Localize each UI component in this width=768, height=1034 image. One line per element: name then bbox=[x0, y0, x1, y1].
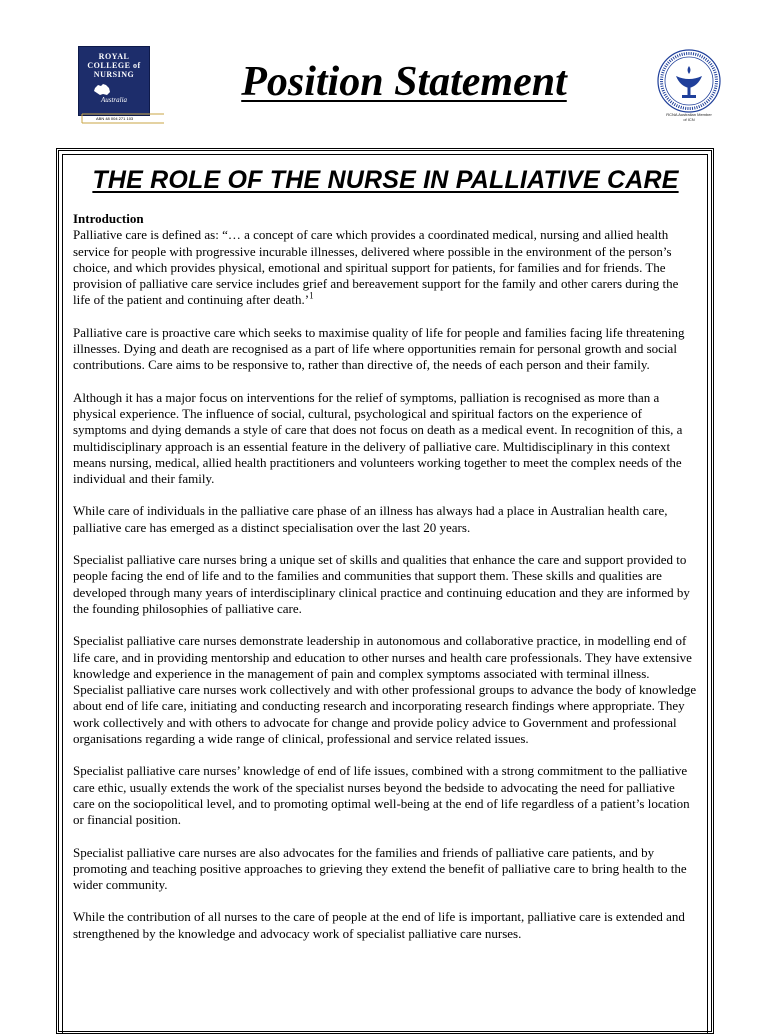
rcna-logo-line2: COLLEGE of bbox=[87, 61, 141, 70]
icn-seal-icon bbox=[656, 48, 722, 114]
paragraph bbox=[73, 227, 698, 308]
section-heading-introduction: Introduction bbox=[73, 211, 144, 226]
rcna-logo-line4: Australia bbox=[100, 96, 128, 104]
paragraph: Specialist palliative care nurses bring a unique set of skills and qualities that enhance the care and support provided to people facing the end of life and to the families and communities that support them. These skills and qualities are developed through many years of interdisciplinary clinical practice and continuing education and they are informed by the founding philosophies of palliative care. bbox=[73, 552, 690, 616]
document-title: THE ROLE OF THE NURSE IN PALLIATIVE CARE bbox=[92, 166, 679, 194]
paragraph: Specialist palliative care nurses demonstrate leadership in autonomous and collaborative practice, in modelling end of life care, and in providing mentorship and education to other nurses and health care professionals. They have extensive knowledge and experience in the management of pain and complex symptoms associated with terminal illness. Specialist palliative care nurses work collectively and with other professional groups to advance the body of knowledge about end of life care, initiating and conducting research and incorporating research findings where appropriate. They work collectively and with others to advocate for change and provide policy advice to Government and professional organisations regarding a wide range of clinical, professional and service related issues. bbox=[73, 633, 697, 747]
icn-seal-label: RCNA Australian Member of ICN bbox=[666, 112, 712, 122]
paragraph: Specialist palliative care nurses’ knowledge of end of life issues, combined with a strong commitment to the palliative care ethic, usually extends the work of the specialist nurses beyond the bedside to advocating the need for palliative care on the sociopolitical level, and to promoting optimal well-being at the end of life regardless of a patient’s location or financial position. bbox=[73, 763, 690, 828]
paragraph: Specialist palliative care nurses are also advocates for the families and friends of palliative care patients, and by promoting and teaching positive approaches to grieving they extend the benefit of palliative care to bring health to the wider community. bbox=[73, 844, 687, 893]
document-body bbox=[73, 166, 698, 958]
rcna-issn: ABN 48 004 271 103 bbox=[96, 116, 134, 121]
paragraph-text: Palliative care is defined as: “… a concept of care which provides a coordinated medical, nursing and allied health service for people with progressive incurable illnesses, delivered where possible in the environment of the person’s choice, and which provides physical, emotional and spiritual support for patients, for families and for friends. The provision of palliative care service includes grief and bereavement support for the family and other carers during the life of the patient and continuing after death.’ bbox=[73, 227, 679, 308]
paragraph: While the contribution of all nurses to the care of people at the end of life is important, palliative care is extended and strengthened by the knowledge and advocacy work of specialist palliative care nurses. bbox=[73, 909, 685, 941]
paragraph: While care of individuals in the palliative care phase of an illness has always had a place in Australian health care, palliative care has emerged as a distinct specialisation over the last 20 years. bbox=[73, 503, 668, 535]
rcna-logo-line3: NURSING bbox=[93, 70, 135, 79]
paragraph: Palliative care is proactive care which seeks to maximise quality of life for people and families facing life threatening illnesses. Dying and death are recognised as a part of life where opportunities remain for personal growth and social contributions. Care aims to be responsive to, rather than directive of, the needs of each person and their family. bbox=[73, 324, 685, 373]
footnote-reference: 1 bbox=[309, 291, 314, 302]
page-header bbox=[0, 0, 768, 140]
rcna-logo-line1: ROYAL bbox=[98, 52, 130, 61]
paragraph: Although it has a major focus on interventions for the relief of symptoms, palliation is recognised as more than a physical experience. The influence of social, cultural, psychological and spiritual factors on the experience of symptoms and dying demands a style of care that does not focus on death as a medical event. In recognition of this, a multidisciplinary approach is an essential feature in the delivery of palliative care. Multidisciplinary in this context means nursing, medical, allied health practitioners and volunteers working together to meet the complex needs of the individual and their family. bbox=[73, 389, 683, 487]
page-title: Position Statement bbox=[241, 59, 567, 105]
